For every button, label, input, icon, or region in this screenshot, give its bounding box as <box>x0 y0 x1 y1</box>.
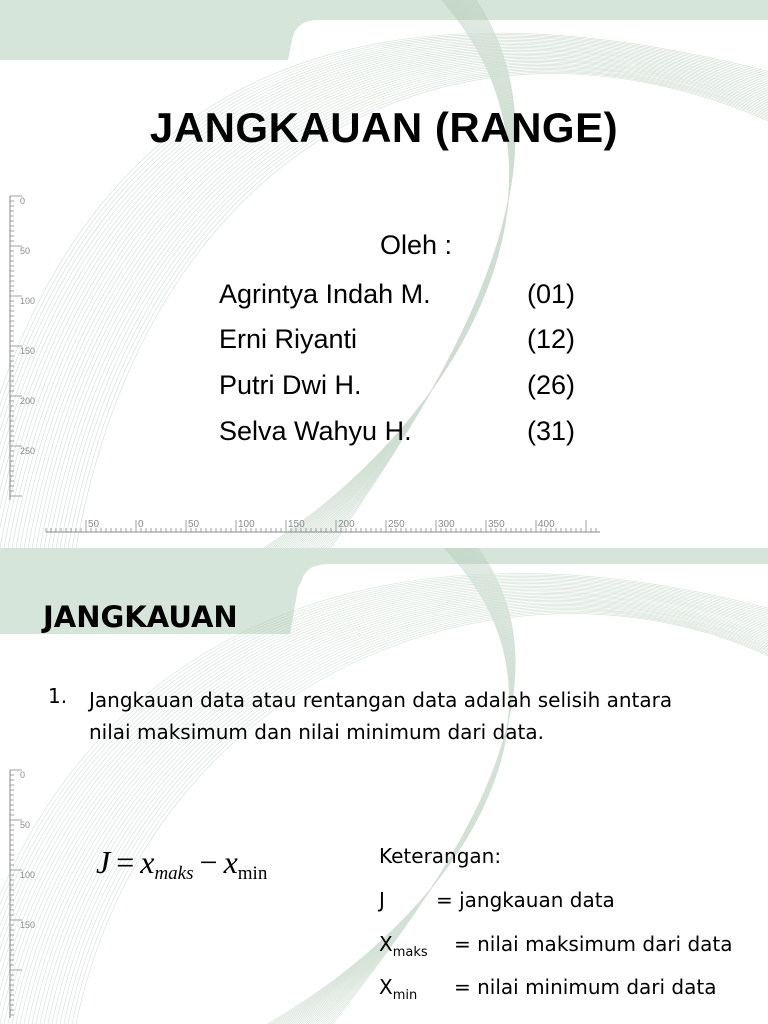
legend-symbol: J <box>379 888 385 912</box>
wave-line <box>302 0 513 548</box>
ruler-label: 100 <box>20 296 36 306</box>
ruler-label: 50 <box>88 519 100 530</box>
slide-content <box>0 548 768 1024</box>
ruler-label: 250 <box>388 519 405 530</box>
legend-symbol: $X_{min}$ <box>379 975 418 1003</box>
author-name: Putri Dwi H. <box>219 370 362 400</box>
formula-sub-max: maks <box>154 863 194 884</box>
by-label: Oleh : <box>380 230 453 260</box>
wave-line <box>28 597 768 1024</box>
author-name: Agrintya Indah M. <box>219 279 431 309</box>
legend-description: = nilai minimum dari data <box>454 975 717 999</box>
slide-heading: JANGKAUAN <box>43 600 238 634</box>
author-name: Erni Riyanti <box>219 324 358 354</box>
legend-heading: Keterangan: <box>379 844 502 868</box>
wave-line <box>48 604 768 1024</box>
ruler-label: 200 <box>20 396 36 406</box>
author-number: (12) <box>527 324 576 354</box>
author-number: (26) <box>527 370 576 400</box>
ruler-label: 50 <box>188 519 200 530</box>
author-name: Selva Wahyu H. <box>219 416 412 446</box>
formula-x-max: x <box>140 844 155 880</box>
wave-line <box>44 603 768 1024</box>
wave-line <box>287 0 512 548</box>
wave-line <box>68 611 768 1024</box>
ruler-label: 100 <box>238 519 255 530</box>
legend-description: = jangkauan data <box>436 888 615 912</box>
author-number: (31) <box>527 416 576 446</box>
list-number: 1. <box>48 684 68 708</box>
range-formula <box>96 844 267 885</box>
ruler-label: 150 <box>20 346 36 356</box>
wave-line <box>284 0 512 548</box>
ruler-label: 100 <box>20 870 36 880</box>
wave-line <box>305 0 514 548</box>
ruler-label: 0 <box>20 196 26 206</box>
definition-text: Jangkauan data atau rentangan data adalah selisih antara nilai maksimum dan nilai minimum dari data. <box>89 688 673 744</box>
ruler-label: 150 <box>20 920 36 930</box>
author-number: (01) <box>527 279 576 309</box>
ruler-label: 250 <box>20 446 36 456</box>
wave-line <box>272 0 511 548</box>
ruler-label: 0 <box>138 519 144 530</box>
ruler-label: 0 <box>20 770 26 780</box>
legend-symbol: $X_{maks}$ <box>379 932 428 960</box>
wave-line <box>290 0 512 548</box>
formula-sub-min: min <box>237 863 268 884</box>
wave-line <box>299 0 513 548</box>
ruler-label: 150 <box>288 519 305 530</box>
ruler-label: 200 <box>338 519 355 530</box>
legend-description: = nilai maksimum dari data <box>454 932 733 956</box>
wave-line <box>40 602 768 1024</box>
wave-line <box>36 600 768 1024</box>
ruler-label: 400 <box>538 519 555 530</box>
wave-line <box>275 0 511 548</box>
slide-title-text: JANGKAUAN (RANGE) <box>149 104 619 151</box>
wave-line <box>76 614 768 1024</box>
formula-x-min: x <box>223 844 238 880</box>
formula-equals: = <box>116 844 135 880</box>
wave-line <box>72 612 768 1024</box>
wave-line <box>314 0 515 548</box>
formula-minus: − <box>199 844 218 880</box>
ruler-label: 50 <box>20 246 31 256</box>
ruler-label: 50 <box>20 820 31 830</box>
ruler-label: 350 <box>488 519 505 530</box>
wave-line <box>64 610 768 1024</box>
wave-line <box>32 599 768 1024</box>
ruler-label: 300 <box>438 519 455 530</box>
ruler-vertical <box>10 196 35 500</box>
wave-line <box>60 608 768 1024</box>
formula-lhs: J <box>96 844 111 880</box>
